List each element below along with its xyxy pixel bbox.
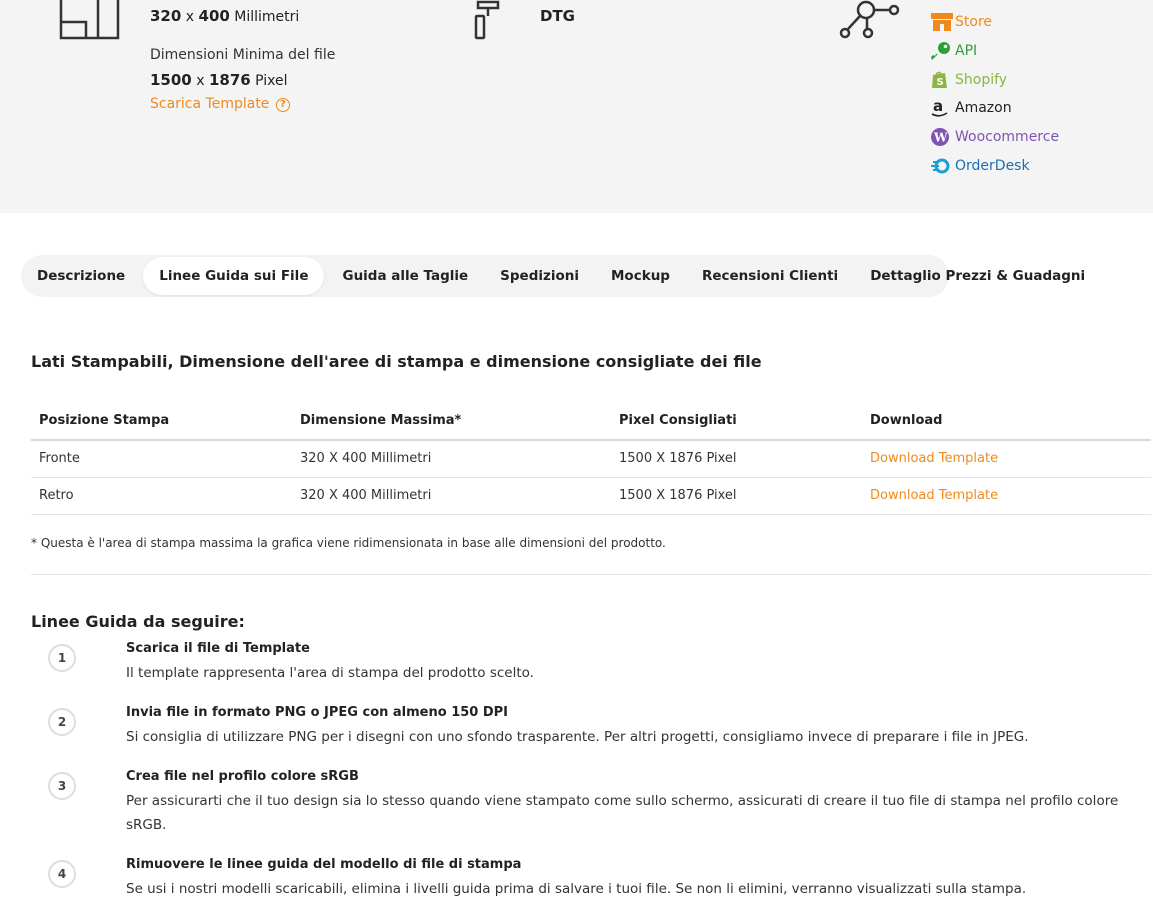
tab-recensioni-clienti[interactable]: Recensioni Clienti [701, 268, 839, 284]
cell-max-size: 320 X 400 Millimetri [292, 477, 611, 514]
col-header-position: Posizione Stampa [31, 402, 292, 440]
cell-position: Fronte [31, 440, 292, 477]
tab-linee-guida-file[interactable]: Linee Guida sui File [143, 257, 324, 295]
integrations-network-icon [836, 0, 902, 42]
download-template-link[interactable]: Download Template [862, 440, 1151, 477]
step-number: 1 [48, 644, 76, 672]
wordpress-icon [930, 127, 952, 147]
integration-shopify[interactable] [930, 65, 1059, 94]
integration-label: OrderDesk [955, 157, 1030, 174]
svg-text:S: S [936, 76, 944, 88]
integrations-list [930, 8, 1059, 180]
col-header-download: Download [862, 402, 1151, 440]
table-header-row [31, 402, 1151, 440]
print-area-width: 320 [150, 7, 182, 25]
step-title: Rimuovere le linee guida del modello di file di stampa [126, 857, 522, 872]
step-title: Scarica il file di Template [126, 641, 310, 656]
download-template-link[interactable]: Download Template [862, 477, 1151, 514]
col-header-pixels: Pixel Consigliati [611, 402, 862, 440]
step-number: 3 [48, 772, 76, 800]
tab-descrizione[interactable]: Descrizione [37, 268, 126, 284]
tab-mockup[interactable]: Mockup [611, 268, 670, 284]
print-area-times: x [185, 9, 195, 25]
cell-pixels: 1500 X 1876 Pixel [611, 477, 862, 514]
step-title: Invia file in formato PNG o JPEG con almeno 150 DPI [126, 705, 509, 720]
step-number: 2 [48, 708, 76, 736]
integration-label: Shopify [955, 71, 1008, 88]
download-template-link[interactable] [150, 96, 290, 112]
section-title: Lati Stampabili, Dimensione dell'aree di stampa e dimensione consigliate dei file [31, 352, 762, 371]
orderdesk-icon [930, 156, 952, 176]
step-text: Se usi i nostri modelli scaricabili, elimina i livelli guida prima di salvare i tuoi file. Se non li elimini, verranno visualizzati sulla stampa. [126, 881, 1027, 897]
step-text: Si consiglia di utilizzare PNG per i disegni con uno sfondo trasparente. Per altri progetti, consigliamo invece di preparare i file in JPEG. [126, 729, 1029, 745]
col-header-max-size: Dimensione Massima* [292, 402, 611, 440]
key-icon [930, 41, 952, 61]
svg-text:a: a [933, 98, 944, 116]
table-row [31, 440, 1151, 477]
print-area-unit: Millimetri [234, 9, 300, 25]
step-text: Per assicurarti che il tuo design sia lo stesso quando viene stampato come sullo schermo, assicurati di creare il tuo file di stampa nel profilo colore sRGB. [126, 793, 1119, 833]
amazon-icon [930, 98, 952, 118]
print-area-size [150, 7, 299, 25]
print-area-icon [58, 0, 122, 42]
svg-text:W: W [934, 130, 948, 145]
cell-position: Retro [31, 477, 292, 514]
product-info-panel [0, 0, 1153, 213]
min-file-size [150, 71, 288, 89]
cell-pixels: 1500 X 1876 Pixel [611, 440, 862, 477]
print-areas-table [31, 402, 1151, 515]
tab-dettaglio-prezzi[interactable]: Dettaglio Prezzi & Guadagni [870, 268, 1086, 284]
tab-guida-taglie[interactable]: Guida alle Taglie [342, 268, 469, 284]
print-area-height: 400 [198, 7, 230, 25]
integration-amazon[interactable] [930, 94, 1059, 123]
help-icon[interactable]: ? [276, 98, 290, 112]
min-file-unit: Pixel [255, 73, 288, 89]
footnote: * Questa è l'area di stampa massima la grafica viene ridimensionata in base alle dimensioni del prodotto. [31, 536, 666, 550]
guidelines-title: Linee Guida da seguire: [31, 612, 245, 631]
integration-label: Store [955, 14, 993, 31]
min-file-times: x [196, 73, 205, 89]
step-title: Crea file nel profilo colore sRGB [126, 769, 359, 784]
print-method: DTG [540, 7, 575, 25]
product-tabs [21, 255, 1086, 297]
paint-roller-icon [470, 0, 504, 42]
divider [31, 574, 1151, 575]
integration-label: API [955, 43, 978, 60]
cell-max-size: 320 X 400 Millimetri [292, 440, 611, 477]
min-file-width: 1500 [150, 71, 192, 89]
min-file-height: 1876 [208, 71, 251, 89]
step-number: 4 [48, 860, 76, 888]
integration-orderdesk[interactable] [930, 151, 1059, 180]
integration-woocommerce[interactable] [930, 123, 1059, 152]
integration-label: Amazon [955, 100, 1012, 117]
min-file-label: Dimensioni Minima del file [150, 47, 336, 63]
shopify-icon [930, 70, 952, 90]
integration-label: Woocommerce [955, 129, 1060, 146]
table-row [31, 477, 1151, 514]
tab-spedizioni[interactable]: Spedizioni [500, 268, 579, 284]
integration-api[interactable] [930, 37, 1059, 66]
integration-store[interactable] [930, 8, 1059, 37]
step-text: Il template rappresenta l'area di stampa del prodotto scelto. [126, 665, 534, 681]
download-template-label: Scarica Template [150, 96, 270, 112]
store-icon [930, 12, 952, 32]
